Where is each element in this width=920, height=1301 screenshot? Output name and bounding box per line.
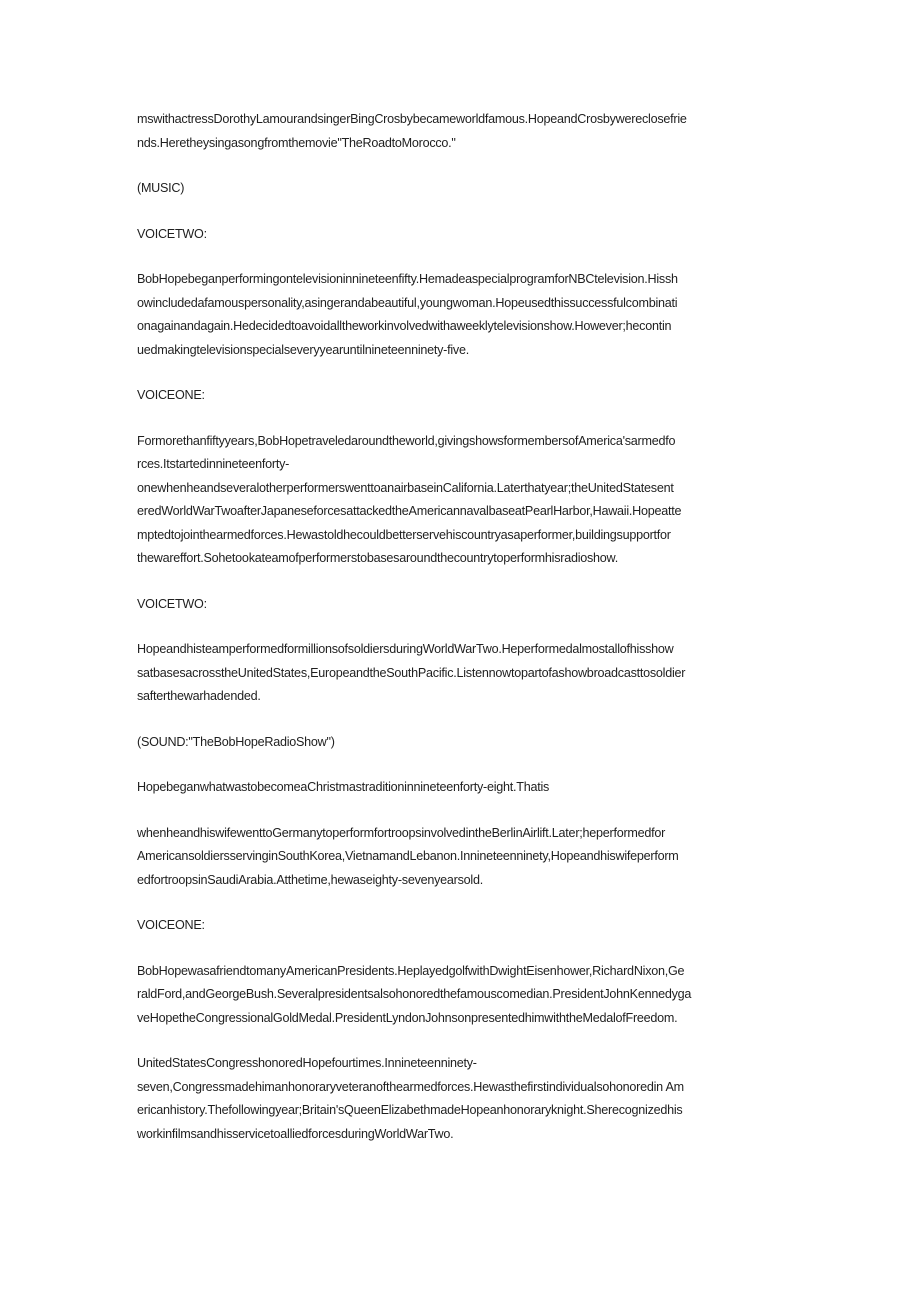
text-line: VOICETWO:: [137, 596, 207, 611]
text-line: onagainandagain.Hedecidedtoavoidalltheworkinvolvedwithaweeklytelevisionshow.However;hecontin: [137, 319, 672, 333]
paragraph: [137, 960, 785, 1031]
text-line: mptedtojointhearmedforces.Hewastoldhecouldbetterservehiscountryasaperformer,buildingsupportfor: [137, 527, 671, 542]
text-line: AmericansoldiersservinginSouthKorea,VietnamandLebanon.Innineteenninety,Hopeandhiswifeperform: [137, 849, 679, 863]
text-line: thewareffort.Sohetookateamofperformerstobasesaroundthecountrytoperformhisradioshow.: [137, 551, 618, 565]
document-body: [137, 108, 785, 1146]
paragraph: [137, 914, 785, 938]
text-line: VOICEONE:: [137, 388, 205, 402]
text-line: eredWorldWarTwoafterJapaneseforcesattackedtheAmericannavalbaseatPearlHarbor,Hawaii.Hopeatte: [137, 504, 682, 518]
text-line: nds.Heretheysingasongfromthemovie"TheRoadtoMorocco.": [137, 135, 456, 150]
paragraph: [137, 638, 785, 709]
text-line: satbasesacrosstheUnitedStates,EuropeandtheSouthPacific.Listennowtopartofashowbroadcasttosoldier: [137, 665, 686, 680]
paragraph: [137, 776, 785, 800]
text-line: VOICETWO:: [137, 226, 207, 241]
text-line: mswithactressDorothyLamourandsingerBingCrosbybecameworldfamous.HopeandCrosbywereclosefrie: [137, 112, 687, 126]
text-line: owincludedafamouspersonality,asingerandabeautiful,youngwoman.Hopeusedthissuccessfulcombinati: [137, 295, 678, 310]
text-line: seven,Congressmadehimanhonoraryveteranofthearmedforces.Hewasthefirstindividualsohonoredin Am: [137, 1079, 684, 1094]
text-line: veHopetheCongressionalGoldMedal.PresidentLyndonJohnsonpresentedhimwiththeMedalofFreedom.: [137, 1010, 678, 1025]
paragraph: [137, 177, 785, 201]
paragraph: [137, 223, 785, 247]
text-line: UnitedStatesCongresshonoredHopefourtimes.Innineteenninety-: [137, 1056, 477, 1070]
text-line: BobHopebeganperformingontelevisioninnineteenfifty.HemadeaspecialprogramforNBCtelevision.Hissh: [137, 272, 678, 286]
paragraph: [137, 430, 785, 571]
paragraph: [137, 822, 785, 893]
paragraph: [137, 268, 785, 362]
document-page: [137, 108, 785, 1168]
paragraph: [137, 108, 785, 155]
text-line: HopebeganwhatwastobecomeaChristmastraditioninnineteenforty-eight.Thatis: [137, 780, 550, 794]
text-line: BobHopewasafriendtomanyAmericanPresidents.HeplayedgolfwithDwightEisenhower,RichardNixon,Ge: [137, 963, 685, 978]
text-line: Formorethanfiftyyears,BobHopetraveledaroundtheworld,givingshowsformembersofAmerica'sarmedfo: [137, 433, 676, 448]
text-line: rces.Itstartedinnineteenforty-: [137, 457, 290, 471]
text-line: ericanhistory.Thefollowingyear;Britain'sQueenElizabethmadeHopeanhonoraryknight.Sherecognizedhis: [137, 1103, 683, 1117]
text-line: (MUSIC): [137, 181, 185, 195]
paragraph: [137, 593, 785, 617]
paragraph: [137, 384, 785, 408]
paragraph: [137, 731, 785, 755]
paragraph: [137, 1052, 785, 1146]
text-line: VOICEONE:: [137, 918, 205, 932]
text-line: uedmakingtelevisionspecialseveryyearuntilnineteenninety-five.: [137, 342, 469, 357]
text-line: onewhenheandseveralotherperformerswenttoanairbaseinCalifornia.Laterthatyear;theUnitedStatesent: [137, 480, 674, 495]
text-line: raldFord,andGeorgeBush.Severalpresidentsalsohonoredthefamouscomedian.PresidentJohnKennedyga: [137, 987, 692, 1001]
text-line: workinfilmsandhisservicetoalliedforcesduringWorldWarTwo.: [137, 1126, 454, 1141]
text-line: safterthewarhadended.: [137, 689, 261, 703]
text-line: whenheandhiswifewenttoGermanytoperformfortroopsinvolvedintheBerlinAirlift.Later;heperformedfor: [137, 825, 666, 840]
text-line: HopeandhisteamperformedformillionsofsoldiersduringWorldWarTwo.Heperformedalmostallofhisshow: [137, 642, 674, 656]
text-line: edfortroopsinSaudiArabia.Atthetime,hewaseighty-sevenyearsold.: [137, 872, 483, 887]
text-line: (SOUND:"TheBobHopeRadioShow"): [137, 734, 335, 749]
